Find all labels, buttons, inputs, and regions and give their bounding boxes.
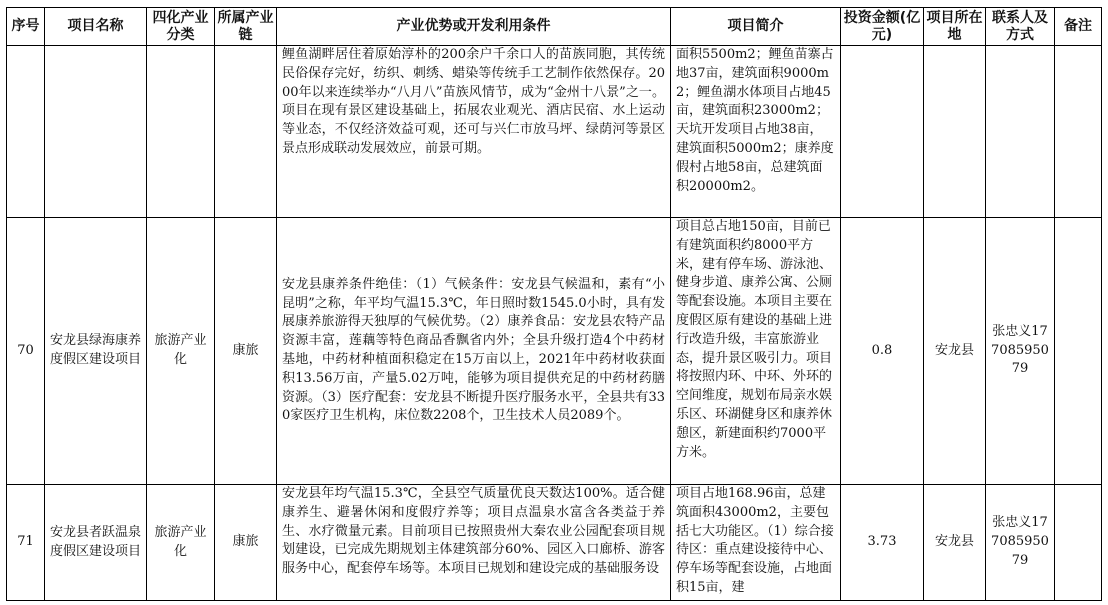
cell-chain: 康旅 <box>215 218 277 485</box>
cell-remark <box>1055 46 1102 218</box>
header-location: 项目所在地 <box>924 8 986 46</box>
cell-seq <box>7 46 45 218</box>
cell-name: 安龙县者跃温泉度假区建设项目 <box>45 485 147 601</box>
table-row <box>7 46 1102 218</box>
cell-name <box>45 46 147 218</box>
cell-chain <box>215 46 277 218</box>
table-row <box>7 485 1102 601</box>
cell-advantages: 安龙县康养条件绝佳：（1）气候条件：安龙县气候温和，素有“小昆明”之称，年平均气温15.3℃，年日照时数1545.0小时，具有发展康养旅游得天独厚的气候优势。（2）康养食品：安龙县农特产品资源丰富，莲藕等特色商品香飘省内外；全县升级打造4个中药材基地，中药材种植面积稳定在15万亩以上，2021年中药材收获面积13.56万亩，产量5.02万吨，能够为项目提供充足的中药材药膳资源。（3）医疗配套：安龙县不断提升医疗服务水平，全县共有330家医疗卫生机构，床位数2208个，卫生技术人员2089个。 <box>277 218 671 485</box>
cell-category: 旅游产业化 <box>147 485 215 601</box>
cell-location <box>924 46 986 218</box>
header-intro: 项目简介 <box>671 8 841 46</box>
cell-investment: 0.8 <box>841 218 924 485</box>
cell-category: 旅游产业化 <box>147 218 215 485</box>
cell-category <box>147 46 215 218</box>
cell-advantages: 鲤鱼湖畔居住着原始淳朴的200余户千余口人的苗族同胞，其传统民俗保存完好，纺织、刺绣、蜡染等传统手工艺制作依然保存。2000年以来连续举办“八月八”苗族风情节，成为“金州十八景”之一。项目在现有景区建设基础上，拓展农业观光、酒店民宿、水上运动等业态，不仅经济效益可观，还可与兴仁市放马坪、绿荫河等景区景点形成联动发展效应，前景可期。 <box>277 46 671 218</box>
cell-remark <box>1055 218 1102 485</box>
cell-seq: 71 <box>7 485 45 601</box>
header-category: 四化产业分类 <box>147 8 215 46</box>
header-chain: 所属产业链 <box>215 8 277 46</box>
cell-name: 安龙县绿海康养度假区建设项目 <box>45 218 147 485</box>
header-row <box>7 8 1102 46</box>
header-investment: 投资金额(亿元) <box>841 8 924 46</box>
cell-contact <box>986 46 1055 218</box>
cell-chain: 康旅 <box>215 485 277 601</box>
table-row <box>7 218 1102 485</box>
cell-investment <box>841 46 924 218</box>
cell-location: 安龙县 <box>924 218 986 485</box>
cell-intro: 项目占地168.96亩，总建筑面积43000m2，主要包括七大功能区。（1）综合接待区：重点建设接待中心、停车场等配套设施，占地面积15亩，建 <box>671 485 841 601</box>
header-contact: 联系人及方式 <box>986 8 1055 46</box>
cell-intro: 面积5500m2；鲤鱼苗寨占地37亩，建筑面积9000m2；鲤鱼湖水体项目占地45亩，建筑面积23000m2；天坑开发项目占地38亩，建筑面积5000m2；康养度假村占地58亩，总建筑面积20000m2。 <box>671 46 841 218</box>
cell-location: 安龙县 <box>924 485 986 601</box>
cell-intro: 项目总占地150亩，目前已有建筑面积约8000平方米，建有停车场、游泳池、健身步道、康养公寓、公厕等配套设施。本项目主要在度假区原有建设的基础上进行改造升级，丰富旅游业态，提升景区吸引力。项目将按照内环、中环、外环的空间维度，规划布局亲水娱乐区、环湖健身区和康养休憩区，新建面积约7000平方米。 <box>671 218 841 485</box>
project-table <box>6 7 1102 601</box>
cell-seq: 70 <box>7 218 45 485</box>
header-advantages: 产业优势或开发利用条件 <box>277 8 671 46</box>
cell-contact: 张忠义17708595079 <box>986 485 1055 601</box>
cell-remark <box>1055 485 1102 601</box>
header-name: 项目名称 <box>45 8 147 46</box>
cell-investment: 3.73 <box>841 485 924 601</box>
cell-advantages: 安龙县年均气温15.3℃，全县空气质量优良天数达100%。适合健康养生、避暑休闲和度假疗养等；项目点温泉水富含各类益于养生、水疗微量元素。目前项目已按照贵州大秦农业公园配套项目规划建设，已完成先期规划主体建筑部分60%、园区入口廊桥、游客服务中心，配套停车场等。本项目已规划和建设完成的基础服务设 <box>277 485 671 601</box>
cell-contact: 张忠义17708595079 <box>986 218 1055 485</box>
header-remark: 备注 <box>1055 8 1102 46</box>
header-seq: 序号 <box>7 8 45 46</box>
